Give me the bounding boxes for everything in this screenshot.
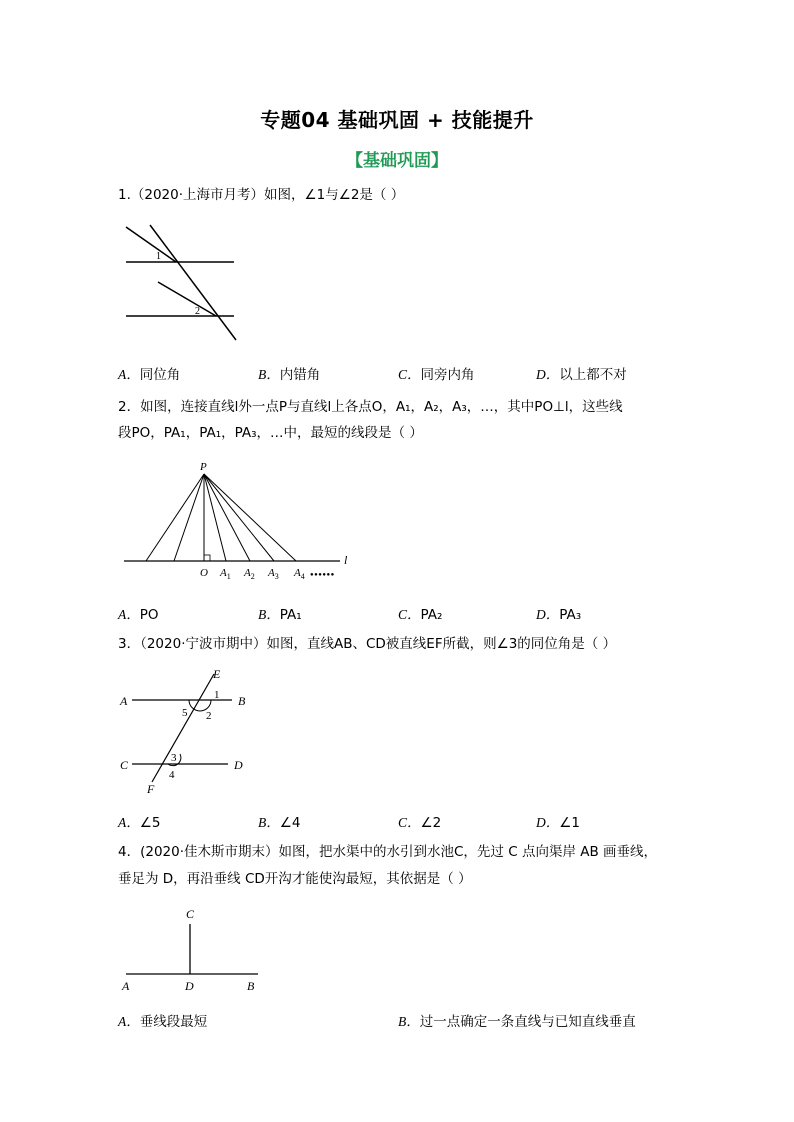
ellipsis-dots: ●●●●●● — [310, 572, 335, 578]
question-1-stem: 1.（2020·上海市月考）如图，∠1与∠2是（ ） — [118, 187, 405, 203]
question-1-option-c: C．同旁内角 — [398, 367, 475, 383]
question-3-option-b: B．∠4 — [258, 815, 301, 831]
angle-1-label: 1 — [156, 251, 161, 262]
angle-3-label: 3 — [171, 752, 177, 764]
question-3-option-d: D．∠1 — [536, 815, 580, 831]
point-p-label: P — [200, 461, 207, 473]
point-f-label: F — [147, 782, 155, 796]
line-l-label: l — [344, 553, 348, 567]
point-c-label: C — [186, 907, 195, 921]
question-2-stem-line-1: 2．如图，连接直线l外一点P与直线l上各点O，A₁，A₂，A₃，…，其中PO⊥l，这些线 — [118, 399, 623, 415]
question-1-option-a: A．同位角 — [118, 367, 181, 383]
point-a1-label: $A_1$ — [220, 567, 231, 581]
point-e-label: E — [213, 667, 221, 681]
question-4-option-b: B．过一点确定一条直线与已知直线垂直 — [398, 1014, 636, 1030]
question-4-stem-line-2: 垂足为 D，再沿垂线 CD开沟才能使沟最短，其依据是（ ） — [118, 871, 472, 887]
point-d-label: D — [185, 979, 194, 993]
point-a4-label: $A_4$ — [294, 567, 305, 581]
angle-4-label: 4 — [169, 769, 175, 781]
question-2-option-a: A．PO — [118, 607, 159, 623]
angle-2-label: 2 — [195, 306, 200, 317]
question-2-option-d: D．PA₃ — [536, 607, 582, 623]
question-3-option-c: C．∠2 — [398, 815, 442, 831]
question-3-option-a: A．∠5 — [118, 815, 161, 831]
question-1-option-d: D．以上都不对 — [536, 367, 627, 383]
angle-2-label: 2 — [206, 710, 212, 722]
question-3-figure — [118, 664, 258, 794]
document-title: 专题04 基础巩固 + 技能提升 — [260, 108, 534, 132]
angle-5-label: 5 — [182, 707, 188, 719]
section-heading: 【基础巩固】 — [346, 151, 448, 171]
question-2-figure — [118, 458, 358, 584]
question-2-option-b: B．PA₁ — [258, 607, 302, 623]
question-1-option-b: B．内错角 — [258, 367, 321, 383]
point-o-label: O — [200, 567, 208, 579]
angle-1-label: 1 — [214, 689, 220, 701]
question-1-figure — [118, 222, 243, 344]
question-3-stem: 3．（2020·宁波市期中）如图，直线AB、CD被直线EF所截，则∠3的同位角是（ ） — [118, 636, 617, 652]
point-a2-label: $A_2$ — [244, 567, 255, 581]
point-c-label: C — [120, 758, 129, 772]
point-a3-label: $A_3$ — [268, 567, 279, 581]
point-b-label: B — [247, 979, 255, 993]
point-b-label: B — [238, 694, 246, 708]
point-a-label: A — [122, 979, 130, 993]
question-2-option-c: C．PA₂ — [398, 607, 443, 623]
question-4-stem-line-1: 4．(2020·佳木斯市期末）如图，把水渠中的水引到水池C，先过 C 点向渠岸 AB 画垂线， — [118, 844, 658, 860]
question-4-option-a: A．垂线段最短 — [118, 1014, 208, 1030]
question-2-stem-line-2: 段PO，PA₁，PA₁，PA₃，…中，最短的线段是（ ） — [118, 425, 423, 441]
point-d-label: D — [234, 758, 243, 772]
point-a-label: A — [120, 694, 128, 708]
question-4-figure — [118, 904, 268, 996]
